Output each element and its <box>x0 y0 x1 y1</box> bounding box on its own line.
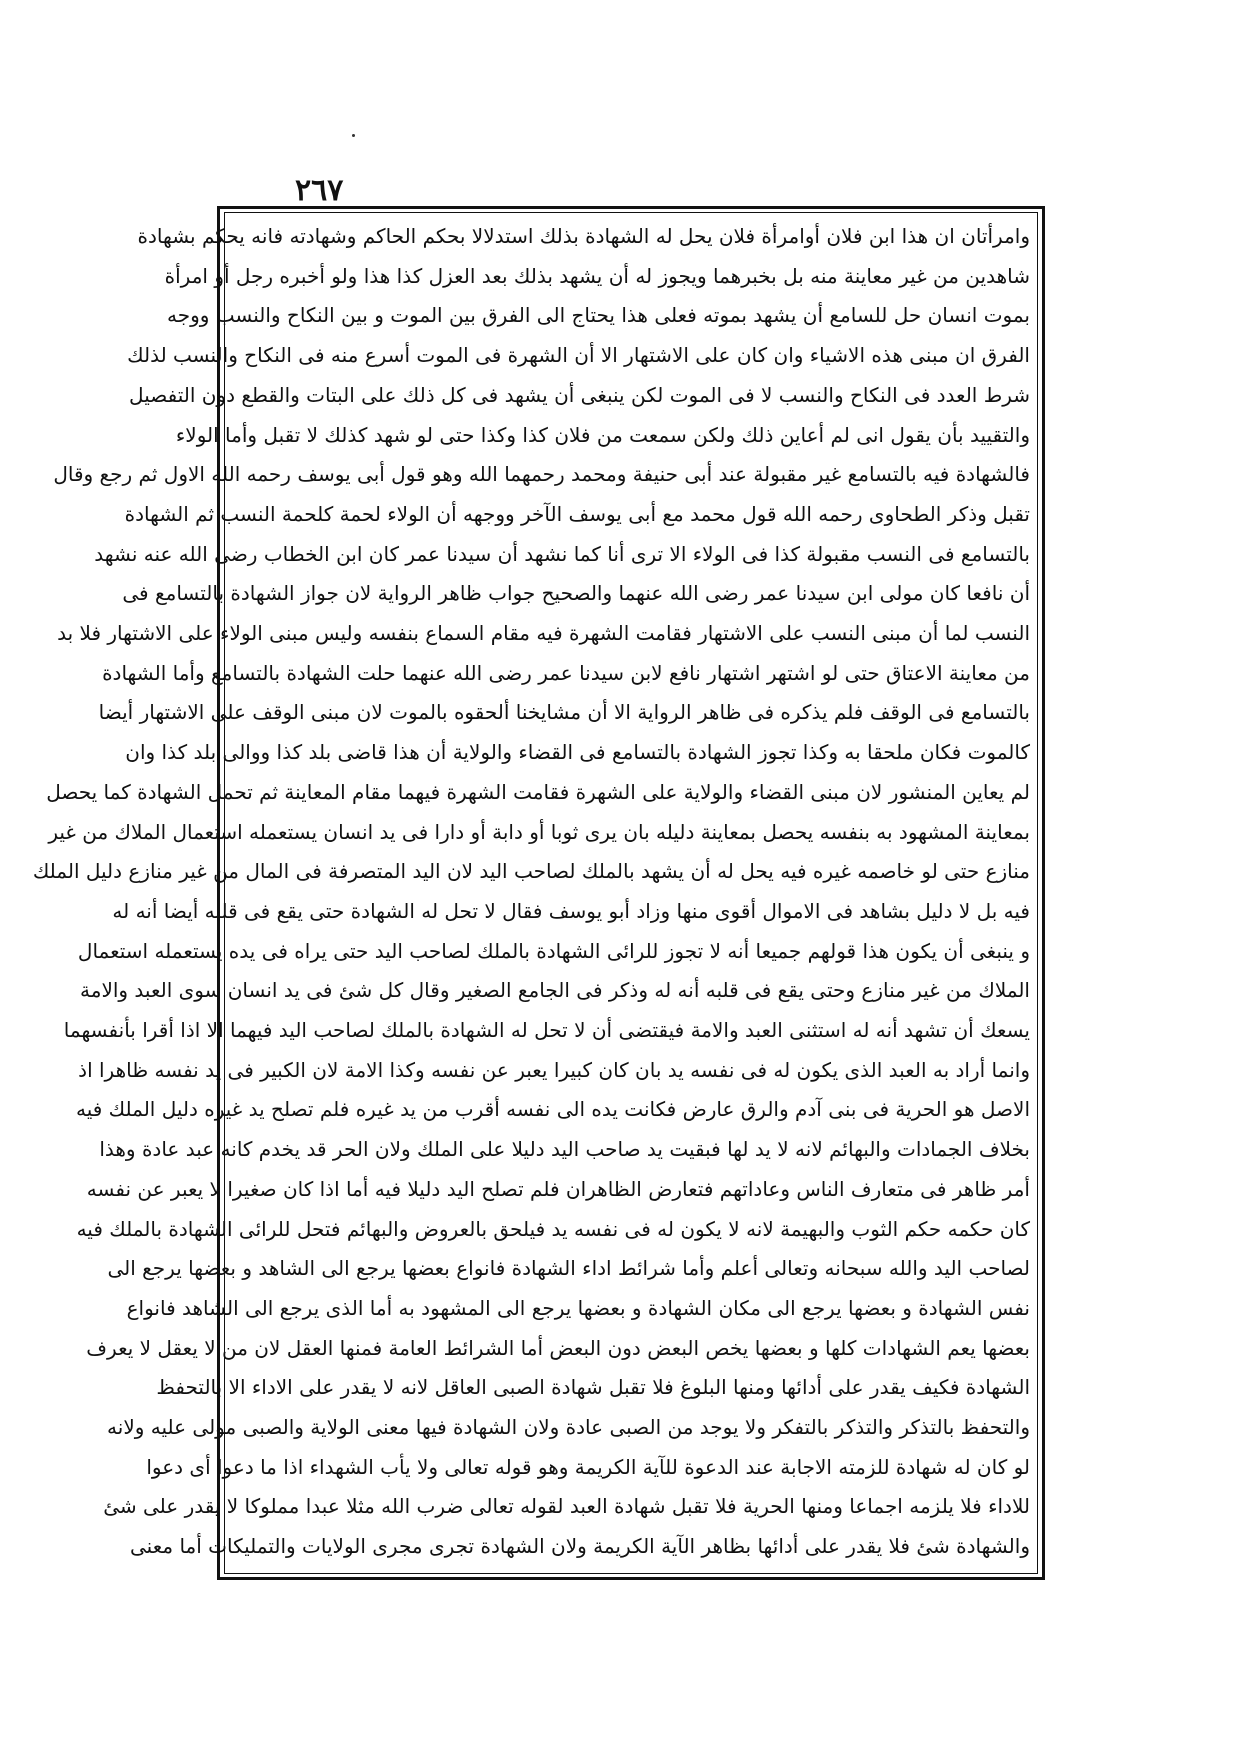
text-line: شاهدين من غير معاينة منه بل بخبرهما ويجوز له أن يشهد بذلك بعد العزل كذا هذا ولو أخبره رجل أو امرأة <box>164 263 1030 288</box>
text-line: والتقييد بأن يقول انى لم أعاين ذلك ولكن سمعت من فلان كذا وكذا حتى لو شهد كذلك لا تقبل وأما الولاء <box>175 422 1030 447</box>
text-line: و ينبغى أن يكون هذا قولهم جميعا أنه لا تجوز للرائى الشهادة بالملك لصاحب اليد حتى يراه فى يده يستعمله استعمال <box>77 938 1030 963</box>
text-line: تقبل وذكر الطحاوى رحمه الله قول محمد مع أبى يوسف الآخر ووجهه أن الولاء لحمة كلحمة النسب ثم الشهادة <box>124 501 1030 526</box>
text-line: فيه بل لا دليل بشاهد فى الاموال أقوى منها وزاد أبو يوسف فقال لا تحل له الشهادة حتى يقع فى قلبه أيضا أنه له <box>112 898 1030 923</box>
text-line: شرط العدد فى النكاح والنسب لا فى الموت لكن ينبغى أن يشهد فى كل ذلك على البتات والقطع دون التفصيل <box>129 382 1030 407</box>
text-line: من معاينة الاعتاق حتى لو اشتهر اشتهار نافع لابن سيدنا عمر رضى الله عنهما حلت الشهادة بالتسامع وأما الشهادة <box>102 660 1030 685</box>
text-line: والتحفظ بالتذكر والتذكر بالتفكر ولا يوجد من الصبى عادة ولان الشهادة فيها معنى الولاية والصبى مولى عليه ولانه <box>107 1415 1030 1439</box>
text-line: وامرأتان ان هذا ابن فلان أوامرأة فلان يحل له الشهادة بذلك استدلالا بحكم الحاكم وشهادته فانه يحكم بشهادة <box>137 224 1030 248</box>
text-line: الشهادة فكيف يقدر على أدائها ومنها البلوغ فلا تقبل شهادة الصبى العاقل لانه لا يقدر على الاداء الا بالتحفظ <box>156 1375 1030 1400</box>
text-line: نفس الشهادة و بعضها يرجع الى مكان الشهادة و بعضها يرجع الى المشهود به أما الذى يرجع الى الشاهد فانواع <box>126 1295 1030 1320</box>
text-line: أمر ظاهر فى متعارف الناس وعاداتهم فتعارض الظاهران فلم تصلح اليد دليلا فيه أما اذا كان صغيرا لا يعبر عن نفسه <box>86 1176 1030 1201</box>
text-line: وانما أراد به العبد الذى يكون له فى نفسه يد بان كان كبيرا يعبر عن نفسه وكذا الامة لان الكبير فى يد نفسه ظاهرا اذ <box>78 1057 1030 1082</box>
text-line: بعضها يعم الشهادات كلها و بعضها يخص البعض دون البعض أما الشرائط العامة فمنها العقل لان من لا يعقل لا يعرف <box>86 1335 1030 1360</box>
page-number: ٢٦٧ <box>295 173 344 208</box>
text-line: بموت انسان حل للسامع أن يشهد بموته فعلى هذا يحتاج الى الفرق بين الموت و بين النكاح والنسب ووجه <box>166 303 1030 328</box>
text-line: لصاحب اليد والله سبحانه وتعالى أعلم وأما شرائط اداء الشهادة فانواع بعضها يرجع الى الشاهد و بعضها يرجع الى <box>107 1256 1030 1281</box>
text-line: للاداء فلا يلزمه اجماعا ومنها الحرية فلا تقبل شهادة العبد لقوله تعالى ضرب الله مثلا عبدا مملوكا لا يقدر على شئ <box>103 1494 1030 1519</box>
text-line: منازع حتى لو خاصمه غيره فيه يحل له أن يشهد بالملك لصاحب اليد لان اليد المتصرفة فى المال من غير منازع دليل الملك <box>32 859 1030 884</box>
text-line: بمعاينة المشهود به بنفسه يحصل بمعاينة دليله بان يرى ثوبا أو دابة أو دارا فى يد انسان يستعمله استعمال الملاك من غير <box>48 819 1030 844</box>
body-text <box>32 218 1030 1570</box>
text-line: والشهادة شئ فلا يقدر على أدائها بظاهر الآية الكريمة ولان الشهادة تجرى مجرى الولايات والتمليكات أما معنى <box>130 1534 1030 1559</box>
text-line: لو كان له شهادة للزمته الاجابة عند الدعوة للآية الكريمة وهو قوله تعالى ولا يأب الشهداء اذا ما دعوا أى دعوا <box>146 1454 1030 1479</box>
text-line: بالتسامع فى الوقف فلم يذكره فى ظاهر الرواية الا أن مشايخنا ألحقوه بالموت لان مبنى الوقف على الاشتهار أيضا <box>98 700 1030 725</box>
text-line: بخلاف الجمادات والبهائم لانه لا يد لها فبقيت يد صاحب اليد دليلا على الملك ولان الحر قد يخدم كانه عبد عادة وهذا <box>99 1137 1030 1162</box>
text-line: بالتسامع فى النسب مقبولة كذا فى الولاء الا ترى أنا كما نشهد أن سيدنا عمر كان ابن الخطاب رضى الله عنه نشهد <box>94 541 1030 566</box>
text-line: كالموت فكان ملحقا به وكذا تجوز الشهادة بالتسامع فى القضاء والولاية أن هذا قاضى بلد كذا ووالى بلد كذا وان <box>125 740 1030 765</box>
text-line: أن نافعا كان مولى ابن سيدنا عمر رضى الله عنهما والصحيح جواب ظاهر الرواية لان جواز الشهادة بالتسامع فى <box>122 581 1030 606</box>
text-line: الملاك من غير منازع وحتى يقع فى قلبه أنه له وذكر فى الجامع الصغير وقال كل شئ فى يد انسان سوى العبد والامة <box>80 978 1030 1003</box>
text-line: الفرق ان مبنى هذه الاشياء وان كان على الاشتهار الا أن الشهرة فى الموت أسرع منه فى النكاح والنسب لذلك <box>127 343 1030 368</box>
text-line: الاصل هو الحرية فى بنى آدم والرق عارض فكانت يده الى نفسه أقرب من يد غيره فلم تصلح يد غيره دليل الملك فيه <box>76 1097 1030 1122</box>
text-line: يسعك أن تشهد أنه له استثنى العبد والامة فيقتضى أن لا تحل له الشهادة بالملك لصاحب اليد فيهما الا اذا أقرا بأنفسهما <box>63 1018 1030 1042</box>
text-line: لم يعاين المنشور لان مبنى القضاء والولاية على الشهرة فقامت الشهرة فيهما مقام المعاينة ثم تحمل الشهادة كما يحصل <box>46 779 1030 804</box>
scan-speck <box>352 134 355 137</box>
text-line: كان حكمه حكم الثوب والبهيمة لانه لا يكون له فى نفسه يد فيلحق بالعروض والبهائم فتحل للرائى الشهادة بالملك فيه <box>76 1216 1030 1241</box>
text-line: فالشهادة فيه بالتسامع غير مقبولة عند أبى حنيفة ومحمد رحمهما الله وهو قول أبى يوسف رحمه الله الاول ثم رجع وقال <box>53 462 1030 487</box>
text-line: النسب لما أن مبنى النسب على الاشتهار فقامت الشهرة فيه مقام السماع بنفسه وليس مبنى الولاء على الاشتهار فلا بد <box>57 621 1030 645</box>
